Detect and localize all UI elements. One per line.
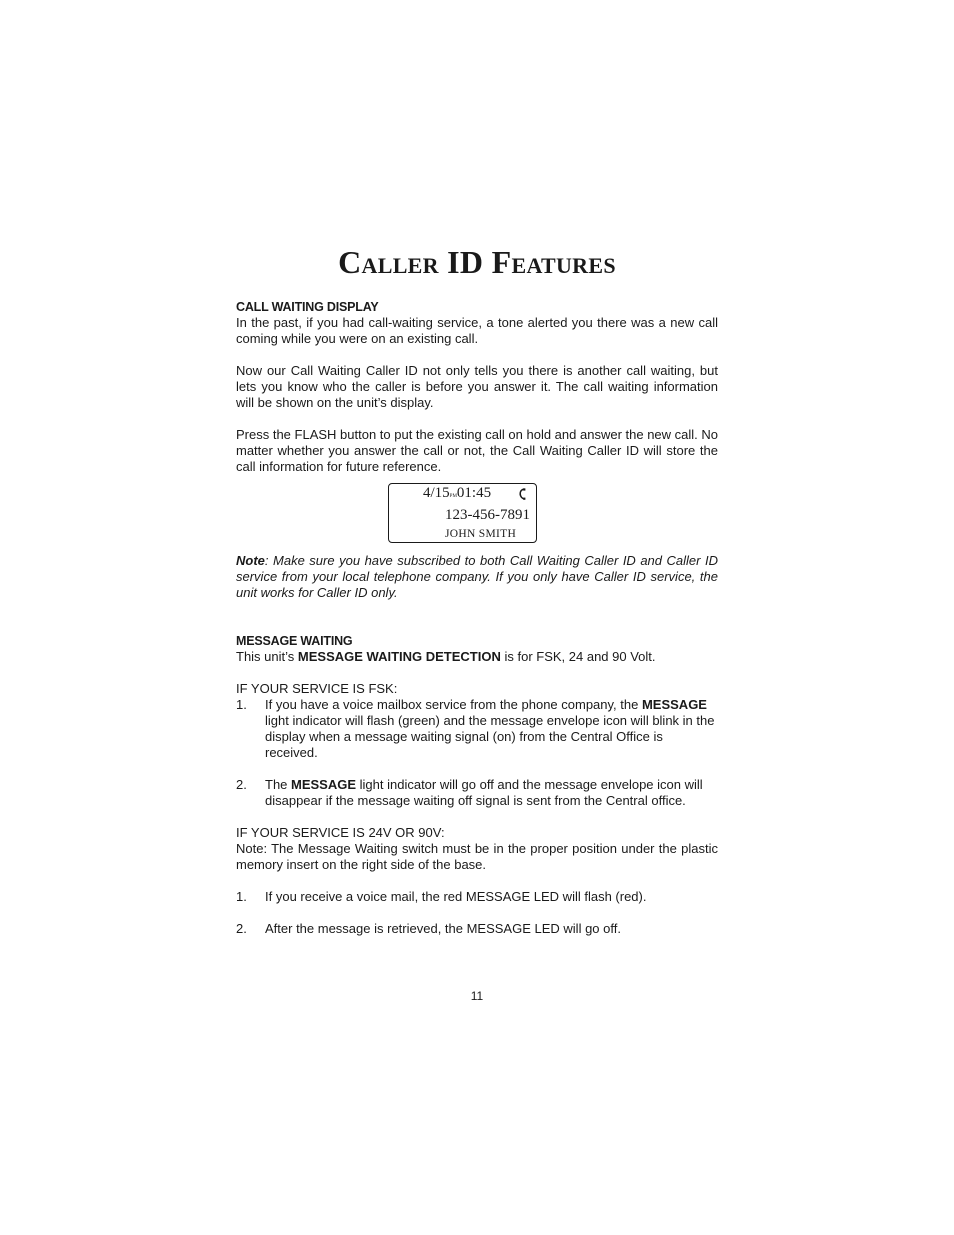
list-item: 2. After the message is retrieved, the MESSAGE LED will go off. [236,921,621,936]
handset-icon [519,488,526,500]
subheading-fsk: IF YOUR SERVICE IS FSK: [236,681,398,696]
display-caller-name: JOHN SMITH [445,528,517,540]
list-item: 1. If you receive a voice mail, the red MESSAGE LED will flash (red). [236,889,647,904]
paragraph: Note: The Message Waiting switch must be in the proper position under the plastic memory insert on the right side of the base. [236,841,718,872]
section-heading-message-waiting: MESSAGE WAITING [236,634,353,648]
list-item: 1. If you have a voice mailbox service from the phone company, the MESSAGE light indicator will flash (green) and the message envelope icon will blink in the display when a message waiting signal (on) from the Central Office is received. [236,697,715,760]
list-item: 2. The MESSAGE light indicator will go off and the message envelope icon will disappear if the message waiting off signal is sent from the Central office. [236,777,703,808]
section-heading-call-waiting: CALL WAITING DISPLAY [236,300,379,314]
page-title: Caller ID Features [338,244,616,280]
note-paragraph: Note: Make sure you have subscribed to both Call Waiting Caller ID and Caller ID service from your local telephone company. If you only have Caller ID service, the unit works for Caller ID only. [236,553,718,600]
page-number: 11 [470,989,484,1003]
subheading-24v-90v: IF YOUR SERVICE IS 24V OR 90V: [236,825,445,840]
paragraph: Now our Call Waiting Caller ID not only tells you there is another call waiting, but lets you know who the caller is before you answer it. The call waiting information will be shown on the unit’s display. [236,363,718,410]
page-content [236,299,718,937]
display-phone-number: 123-456-7891 [445,507,530,523]
paragraph: This unit’s MESSAGE WAITING DETECTION is for FSK, 24 and 90 Volt. [236,649,656,664]
paragraph: In the past, if you had call-waiting service, a tone alerted you there was a new call coming while you were on an existing call. [236,315,718,346]
lcd-display-illustration [388,483,537,543]
paragraph: Press the FLASH button to put the existing call on hold and answer the new call. No matter whether you answer the call or not, the Call Waiting Caller ID will store the call information for future reference. [236,427,718,474]
display-date-time: 4/15PM01:45 [423,485,492,501]
